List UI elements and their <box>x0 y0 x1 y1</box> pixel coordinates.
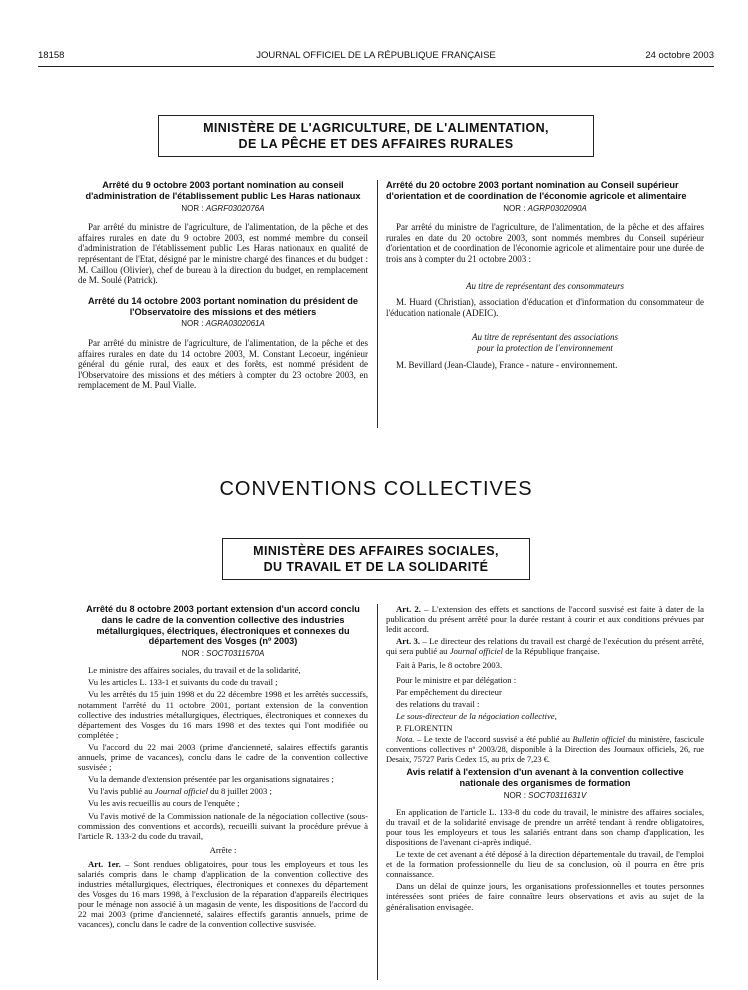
paragraph: Vu les avis recueillis au cours de l'enquête ; <box>88 798 240 809</box>
ministry-box-social-affairs <box>222 538 530 580</box>
paragraph: Vu l'accord du 22 mai 2003 (prime d'ancienneté, salaires effectifs garantis annuels, prime de vacances), conclu dans le cadre de la convention collective susvisée ; <box>78 741 368 773</box>
avis-title: Avis relatif à l'extension d'un avenant à la convention collective nationale des organismes de formation <box>406 767 684 788</box>
nor-reference <box>78 204 368 215</box>
arrete-title: Arrêté du 9 octobre 2003 portant nomination au conseil d'administration de l'établissement public Les Haras nationaux <box>85 180 361 201</box>
paragraph: Par arrêté du ministre de l'agriculture, de l'alimentation, de la pêche et des affaires rurales en date du 9 octobre 2003, est nommé membre du conseil d'administration de l'établissement public Les Haras nationaux en qualité de représentant de l'Etat, désigné par le ministre chargé des finances et du budget : M. Caillou (Olivier), chef de bureau à la direction du budget, en remplacement de M. Soulé (Patrick). <box>78 222 368 286</box>
arrete-title: Arrêté du 14 octobre 2003 portant nomination du président de l'Observatoire des missions et des métiers <box>87 295 359 317</box>
fait-line: Fait à Paris, le 8 octobre 2003. <box>396 660 503 671</box>
subheading: pour la protection de l'environnement <box>477 342 613 353</box>
nor-label: NOR : <box>503 790 526 800</box>
subheading: Au titre de représentant des associations <box>471 332 619 343</box>
signature-line: Le sous-directeur de la négociation collective, <box>396 710 557 721</box>
paragraph: Le texte de cet avenant a été déposé à la direction départementale du travail, de l'emploi et de la formation professionnelle du lieu de sa conclusion, où il pourra en être pris connaissance. <box>386 849 704 880</box>
subheading: Au titre de représentant des consommateurs <box>465 280 625 291</box>
nor-reference <box>386 204 704 215</box>
article-1: Art. 1er. – Sont rendues obligatoires, pour tous les employeurs et tous les salariés compris dans le champ d'application de la convention collective des industries métallurgiques, électriques, électroniques et connexes du département des Vosges du 16 mars 1998, à l'exclusion de la réparation d'appareils électriques pour le ménage non associé à un magasin de vente, les dispositions de l'accord du 22 mai 2003 (prime d'ancienneté, salaires effectifs garantis annuels, prime de vacances), conclu dans le cadre de la convention collective susvisée. <box>78 858 368 930</box>
right-column-agriculture <box>386 180 704 372</box>
ministry-line-2: DU TRAVAIL ET DE LA SOLIDARITÉ <box>263 560 489 574</box>
ministry-line-1: MINISTÈRE DES AFFAIRES SOCIALES, <box>253 544 499 558</box>
header-rule <box>38 66 714 67</box>
nor-code: AGRA0302061A <box>205 319 265 329</box>
paragraph: Par arrêté du ministre de l'agriculture, de l'alimentation, de la pêche et des affaires rurales en date du 14 octobre 2003, M. Constant Lecoeur, ingénieur général du génie rural, des eaux et des forêts, est nommé président de l'Observatoire des missions et des métiers à compter du 23 octobre 2003, en remplacement de M. Paul Vialle. <box>78 337 368 391</box>
paragraph: Vu les arrêtés du 15 juin 1998 et du 22 décembre 1998 et les arrêtés successifs, notamment l'arrêté du 11 octobre 2001, portant extension de la convention collective des industries métallurgiques, électriques, électroniques et connexes du département des Vosges du 16 mars 1998 et des textes qui l'ont modifiée ou complétée ; <box>78 689 368 740</box>
left-column-agriculture <box>78 180 368 393</box>
article-2: Art. 2. – L'extension des effets et sanctions de l'accord susvisé est faite à dater de la publication du présent arrêté pour la durée restant à courir et aux conditions prévues par ledit accord. <box>386 604 704 635</box>
nor-code: SOCT0311570A <box>206 649 265 659</box>
nor-code: SOCT0311631V <box>528 790 587 800</box>
nota: Nota. – Le texte de l'accord susvisé a été publié au Bulletin officiel du ministère, fascicule conventions collectives nº 2003/28, disponible à la Direction des Journaux officiels, 26, rue Desaix, 75727 Paris Cedex 15, au prix de 7,23 €. <box>386 735 704 765</box>
nor-label: NOR : <box>503 203 526 213</box>
nor-reference <box>386 791 704 801</box>
article-3: Art. 3. – Le directeur des relations du travail est chargé de l'exécution du présent arrêté, qui sera publié au Journal officiel de la République française. <box>386 636 704 657</box>
nor-reference <box>78 319 368 330</box>
signatory-name: P. FLORENTIN <box>396 722 453 733</box>
column-divider <box>377 604 378 980</box>
signature-line: Par empêchement du directeur <box>396 686 502 697</box>
paragraph: Par arrêté du ministre de l'agriculture, de l'alimentation, de la pêche et des affaires rurales en date du 20 octobre 2003, sont nommés membres du Conseil supérieur d'orientation et de coordination de l'économie agricole et alimentaire pour une durée de trois ans à compter du 21 octobre 2003 : <box>386 222 704 264</box>
nor-label: NOR : <box>181 319 204 329</box>
paragraph: Vu la demande d'extension présentée par les organisations signataires ; <box>88 774 334 785</box>
paragraph: Vu les articles L. 133-1 et suivants du code du travail ; <box>88 677 278 688</box>
paragraph: Dans un délai de quinze jours, les organisations professionnelles et toutes personnes intéressées sont priées de faire connaître leurs observations et avis au sujet de la généralisation envisagée. <box>386 881 704 912</box>
paragraph: Vu l'avis publié au Journal officiel du 8 juillet 2003 ; <box>88 786 272 797</box>
paragraph: Le ministre des affaires sociales, du travail et de la solidarité, <box>88 665 301 676</box>
nor-label: NOR : <box>181 649 204 659</box>
paragraph: En application de l'article L. 133-8 du code du travail, le ministre des affaires sociales, du travail et de la solidarité envisage de prendre un arrêté tendant à rendre obligatoires, pour tous les employeurs et tous les salariés entrant dans son champ d'application, les dispositions de l'avenant ci-après indiqué. <box>386 806 704 847</box>
paragraph: M. Huard (Christian), association d'éducation et d'information du consommateur de l'éducation nationale (ADEIC). <box>386 297 704 318</box>
nor-reference <box>78 649 368 659</box>
left-column-conventions <box>78 604 368 932</box>
right-column-conventions <box>386 604 704 914</box>
arrete-title: Arrêté du 20 octobre 2003 portant nomination au Conseil supérieur d'orientation et de coordination de l'économie agricole et alimentaire <box>386 180 687 201</box>
nor-label: NOR : <box>181 203 204 213</box>
journal-title: JOURNAL OFFICIEL DE LA RÉPUBLIQUE FRANÇAISE <box>256 50 496 61</box>
ministry-box-agriculture <box>158 115 594 157</box>
ministry-line-1: MINISTÈRE DE L'AGRICULTURE, DE L'ALIMENTATION, <box>203 121 549 135</box>
section-title: CONVENTIONS COLLECTIVES <box>219 478 533 500</box>
issue-date: 24 octobre 2003 <box>645 50 714 61</box>
page-number: 18158 <box>38 50 65 61</box>
paragraph: M. Bevillard (Jean-Claude), France - nature - environnement. <box>396 359 618 370</box>
signature-line: des relations du travail : <box>396 698 480 709</box>
nor-code: AGRP0302090A <box>527 203 587 213</box>
nor-code: AGRF0302076A <box>205 203 265 213</box>
column-divider <box>377 180 378 428</box>
arrete-title: Arrêté du 8 octobre 2003 portant extension d'un accord conclu dans le cadre de la convention collective des industries métallurgiques, électriques, électroniques et connexes du département des Vosges (nº 2003) <box>86 604 360 647</box>
arrete-word: Arrête : <box>209 844 237 855</box>
page-header <box>38 48 714 64</box>
paragraph: Vu l'avis motivé de la Commission nationale de la négociation collective (sous-commission des conventions et accords), recueilli suivant la procédure prévue à l'article R. 133-2 du code du travail, <box>78 810 368 841</box>
signature-line: Pour le ministre et par délégation : <box>396 674 517 685</box>
ministry-line-2: DE LA PÊCHE ET DES AFFAIRES RURALES <box>238 137 514 151</box>
